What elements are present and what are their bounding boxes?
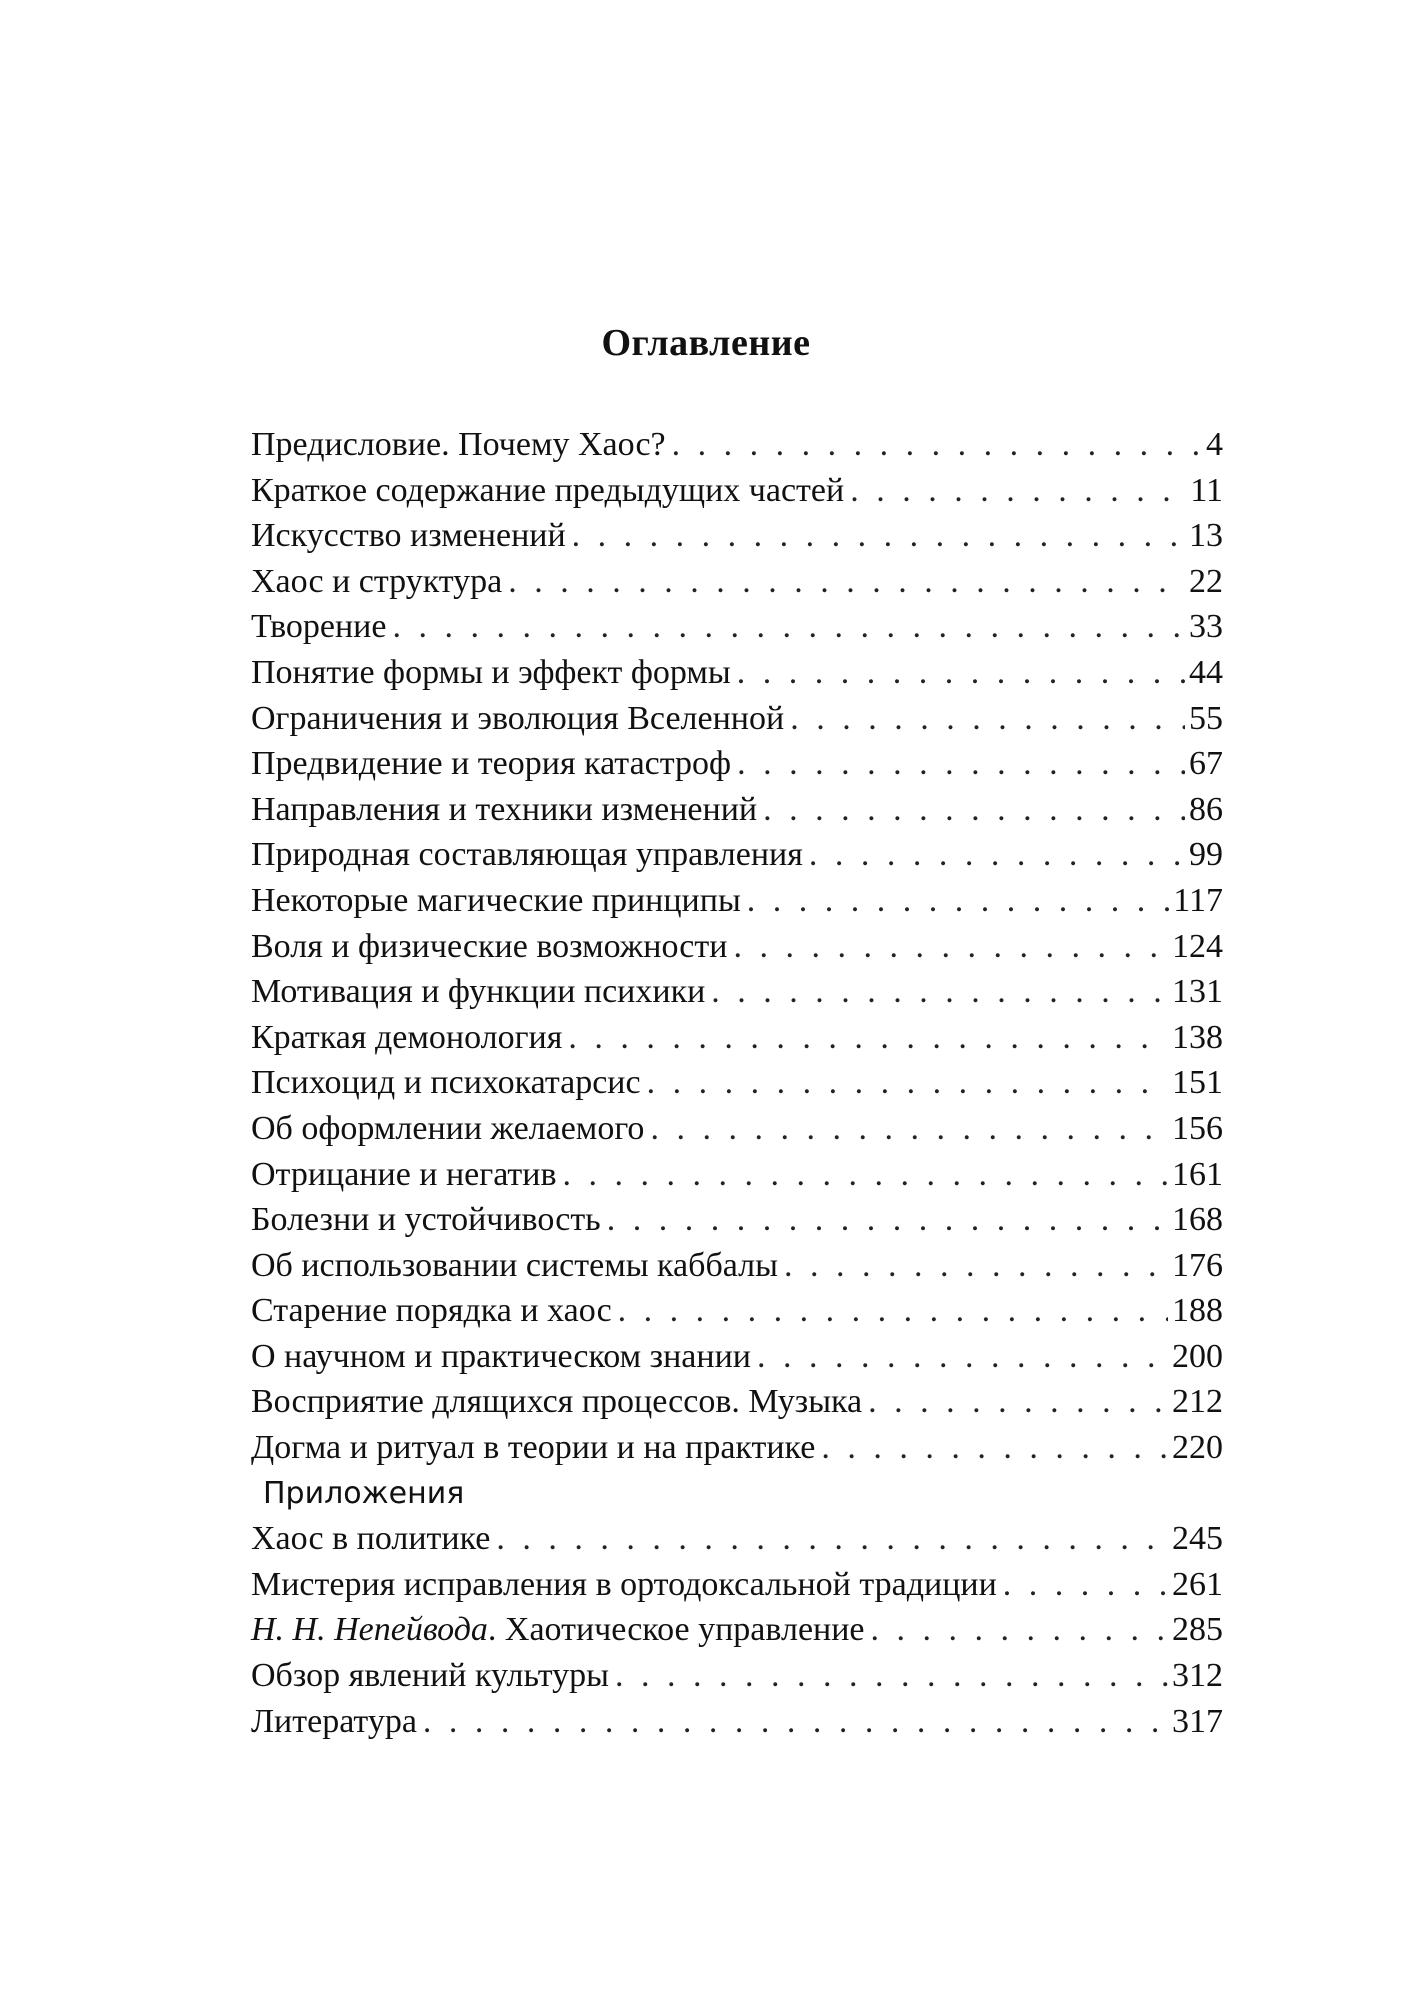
toc-entry-title: Психоцид и психокатарсис: [251, 1060, 647, 1106]
toc-entry-title: Об оформлении желаемого: [251, 1106, 650, 1152]
dot-leader: [757, 1334, 1168, 1380]
toc-entry[interactable]: [251, 1015, 1223, 1061]
dot-leader: [871, 1607, 1168, 1653]
dot-leader: [821, 1425, 1168, 1471]
toc-entry[interactable]: [251, 1425, 1223, 1471]
toc-entry-title: Искусство изменений: [251, 513, 572, 559]
toc-entry-title: Направления и техники изменений: [251, 787, 763, 833]
dot-leader: [737, 650, 1185, 696]
toc-entry-title: Хаос и структура: [251, 559, 508, 605]
toc-page-number: 11: [1186, 468, 1223, 514]
toc-entry[interactable]: [251, 924, 1223, 970]
toc-entry-title: Мотивация и функции психики: [251, 969, 711, 1015]
toc-entry-title: Предисловие. Почему Хаос?: [251, 422, 672, 468]
toc-entry[interactable]: [251, 1334, 1223, 1380]
toc-entry[interactable]: [251, 1288, 1223, 1334]
toc-entry[interactable]: [251, 604, 1223, 650]
toc-page-number: 44: [1185, 650, 1223, 696]
dot-leader: [647, 1060, 1168, 1106]
dot-leader: [868, 1379, 1168, 1425]
toc-entry-title: Природная составляющая управления: [251, 832, 809, 878]
toc-page-number: 156: [1168, 1106, 1223, 1152]
toc-entry[interactable]: [251, 468, 1223, 514]
dot-leader: [650, 1106, 1168, 1152]
page-title: Оглавление: [601, 322, 811, 365]
toc-entry[interactable]: [251, 1060, 1223, 1106]
toc-entry[interactable]: [251, 1106, 1223, 1152]
toc-entry-title: Хаос в политике: [251, 1516, 496, 1562]
toc-entry-title: Некоторые магические принципы: [251, 878, 747, 924]
dot-leader: [672, 422, 1202, 468]
toc-entry-title: Краткая демонология: [251, 1015, 568, 1061]
toc-page-number: 86: [1185, 787, 1223, 833]
toc-entry-title: О научном и практическом знании: [251, 1334, 757, 1380]
toc-entry-title: Старение порядка и хаос: [251, 1288, 618, 1334]
toc-page-number: 212: [1168, 1379, 1223, 1425]
dot-leader: [763, 787, 1185, 833]
toc-entry-title: Обзор явлений культуры: [251, 1653, 615, 1699]
toc-page-number: 176: [1168, 1243, 1223, 1289]
toc-page-number: 131: [1168, 969, 1223, 1015]
dot-leader: [784, 1243, 1168, 1289]
toc-entry[interactable]: [251, 1152, 1223, 1198]
dot-leader: [618, 1288, 1168, 1334]
toc-page-number: 99: [1185, 832, 1223, 878]
dot-leader: [392, 604, 1185, 650]
toc-entry-title: Понятие формы и эффект формы: [251, 650, 737, 696]
toc-entry-title: Творение: [251, 604, 392, 650]
toc-entry-title: Об использовании системы каббалы: [251, 1243, 784, 1289]
dot-leader: [747, 878, 1169, 924]
toc-page-number: 67: [1185, 741, 1223, 787]
toc-entry-title: Краткое содержание предыдущих частей: [251, 468, 850, 514]
toc-entry-title: Мистерия исправления в ортодоксальной традиции: [251, 1562, 1003, 1608]
toc-entry[interactable]: [251, 1516, 1223, 1562]
toc-entry[interactable]: [251, 1607, 1223, 1653]
dot-leader: [1003, 1562, 1168, 1608]
dot-leader: [850, 468, 1186, 514]
toc-entry[interactable]: [251, 969, 1223, 1015]
toc-entry-title-text: . Хаотическое управление: [487, 1611, 865, 1649]
toc-page-number: 220: [1168, 1425, 1223, 1471]
toc-page-number: 55: [1185, 696, 1223, 742]
toc-entry[interactable]: [251, 513, 1223, 559]
toc-entry[interactable]: [251, 1243, 1223, 1289]
toc-page-number: 312: [1168, 1653, 1223, 1699]
toc-entry-author: Н. Н. Непейвода: [251, 1611, 488, 1649]
toc-page-number: 13: [1185, 513, 1223, 559]
toc-page-number: 317: [1168, 1699, 1223, 1745]
toc-page-number: 138: [1168, 1015, 1223, 1061]
toc-entry-title: Литература: [251, 1699, 423, 1745]
table-of-contents: [251, 422, 1223, 1744]
toc-entry-title: Воля и физические возможности: [251, 924, 733, 970]
dot-leader: [568, 1015, 1168, 1061]
toc-page-number: 22: [1185, 559, 1223, 605]
toc-page-number: 4: [1202, 422, 1223, 468]
toc-page-number: 285: [1168, 1607, 1223, 1653]
toc-entry-title: [251, 1607, 871, 1653]
toc-page-number: 117: [1169, 878, 1223, 924]
toc-entry[interactable]: [251, 832, 1223, 878]
dot-leader: [607, 1197, 1168, 1243]
appendix-heading: Приложения: [263, 1475, 465, 1511]
dot-leader: [809, 832, 1185, 878]
dot-leader: [508, 559, 1185, 605]
toc-entry[interactable]: [251, 422, 1223, 468]
dot-leader: [572, 513, 1185, 559]
dot-leader: [737, 741, 1185, 787]
toc-page-number: 151: [1168, 1060, 1223, 1106]
toc-entry-title: Восприятие длящихся процессов. Музыка: [251, 1379, 868, 1425]
toc-entry[interactable]: [251, 650, 1223, 696]
toc-entry[interactable]: [251, 1653, 1223, 1699]
toc-page-number: 124: [1168, 924, 1223, 970]
toc-entry[interactable]: [251, 741, 1223, 787]
dot-leader: [733, 924, 1168, 970]
toc-entry-title: Предвидение и теория катастроф: [251, 741, 737, 787]
toc-entry[interactable]: [251, 787, 1223, 833]
dot-leader: [423, 1699, 1168, 1745]
toc-page-number: 33: [1185, 604, 1223, 650]
dot-leader: [615, 1653, 1168, 1699]
toc-page-number: 245: [1168, 1516, 1223, 1562]
toc-entry[interactable]: [251, 1699, 1223, 1745]
dot-leader: [790, 696, 1185, 742]
toc-entry-title: Отрицание и негатив: [251, 1152, 563, 1198]
toc-entry[interactable]: [251, 1379, 1223, 1425]
toc-entry-title: Ограничения и эволюция Вселенной: [251, 696, 790, 742]
dot-leader: [711, 969, 1168, 1015]
toc-page-number: 188: [1168, 1288, 1223, 1334]
toc-entry-title: Догма и ритуал в теории и на практике: [251, 1425, 821, 1471]
toc-page-number: 161: [1168, 1152, 1223, 1198]
toc-entry[interactable]: [251, 878, 1223, 924]
toc-entry[interactable]: [251, 696, 1223, 742]
toc-page-number: 261: [1168, 1562, 1223, 1608]
toc-entry[interactable]: [251, 559, 1223, 605]
toc-page-number: 168: [1168, 1197, 1223, 1243]
dot-leader: [496, 1516, 1168, 1562]
toc-entry[interactable]: [251, 1197, 1223, 1243]
toc-page-number: 200: [1168, 1334, 1223, 1380]
dot-leader: [563, 1152, 1168, 1198]
toc-entry-title: Болезни и устойчивость: [251, 1197, 607, 1243]
toc-entry[interactable]: [251, 1562, 1223, 1608]
